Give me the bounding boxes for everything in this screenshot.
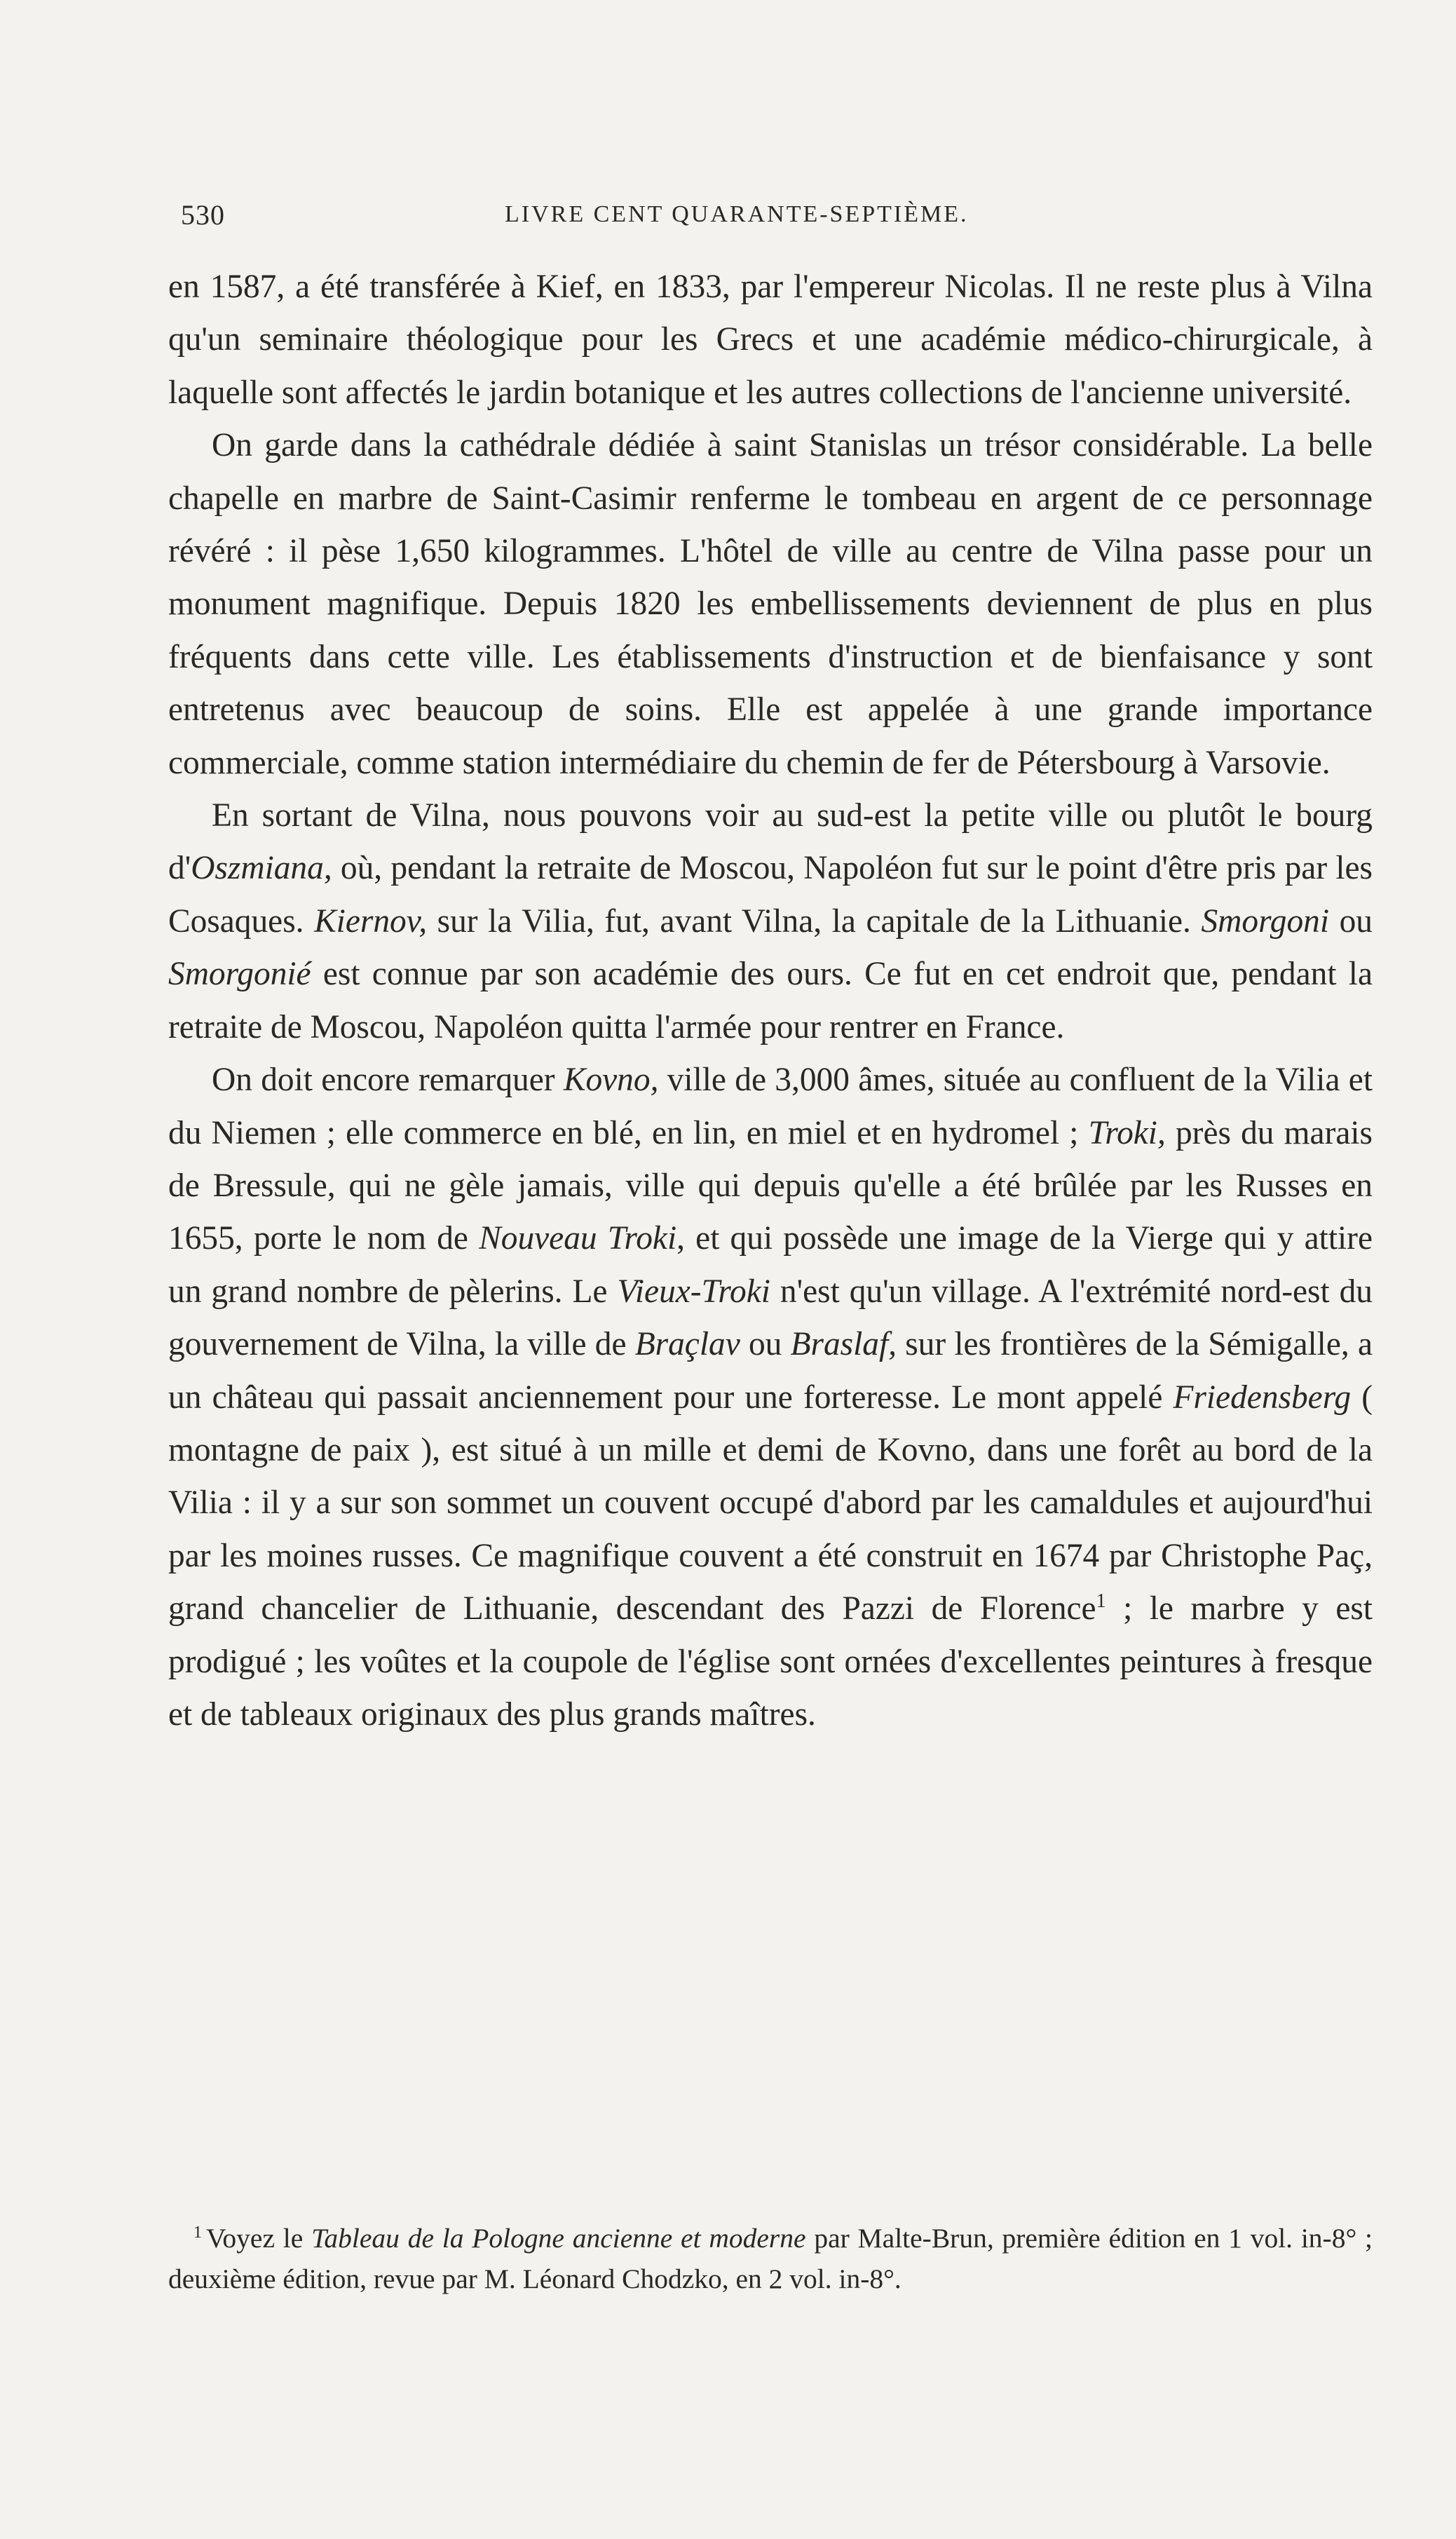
- text-run: près du marais de Bressule, qui ne gèle jamais, ville qui depuis qu'elle a été brûlée par les Russes en 1655, porte le nom de: [168, 1114, 1373, 1257]
- paragraph: [168, 1054, 1373, 1741]
- text-run: où, pendant la retraite de Moscou, Napoléon fut sur le point d'être pris par les Cosaques.: [168, 850, 1373, 940]
- italic-term: Vieux-Troki: [617, 1273, 770, 1310]
- text-run: sur les frontières de la Sémigalle, a un château qui passait anciennement pour une forteresse. Le mont appelé: [168, 1326, 1373, 1416]
- italic-term: Smorgoni: [1201, 902, 1330, 940]
- footnote-marker: 1: [193, 2223, 202, 2242]
- footnote: [168, 2218, 1373, 2299]
- text-run: Voyez le: [206, 2223, 312, 2254]
- italic-term: Kiernov,: [314, 902, 428, 940]
- italic-term: Oszmiana,: [191, 850, 332, 887]
- paragraph: [168, 419, 1373, 790]
- text-run: ; le marbre y est prodigué ; les voûtes et la coupole de l'église sont ornées d'excellentes peintures à fresque et de tableaux originaux des plus grands maîtres.: [168, 1590, 1373, 1733]
- text-run: , et qui possède une image de la Vierge qui y attire un grand nombre de pèlerins. Le: [168, 1220, 1373, 1310]
- text-run: ( montagne de paix ), est situé à un mille et demi de Kovno, dans une forêt au bord de la Vilia : il y a sur son sommet un couvent occupé d'abord par les camaldules et aujourd'hui par les moines russes. Ce magnifique couvent a été construit en 1674 par Christophe Paç, grand chancelier de Lithuanie, descendant des Pazzi de Florence: [168, 1379, 1373, 1627]
- italic-term: Smorgonié: [168, 956, 311, 993]
- text-run: ville de 3,000 âmes, située au confluent de la Vilia et du Niemen ; elle commerce en blé, en lin, en miel et en hydromel ;: [168, 1062, 1373, 1151]
- text-run: est connue par son académie des ours. Ce fut en cet endroit que, pendant la retraite de Moscou, Napoléon quitta l'armée pour rentrer en France.: [168, 956, 1373, 1045]
- footnote-text: [168, 2223, 1373, 2294]
- italic-term: Friedensberg: [1173, 1379, 1352, 1416]
- italic-term: Nouveau Troki: [479, 1220, 677, 1257]
- italic-term: Braçlav: [634, 1326, 740, 1363]
- page-header: [181, 198, 1373, 232]
- text-run: sur la Vilia, fut, avant Vilna, la capitale de la Lithuanie.: [427, 902, 1202, 940]
- footnote-reference: 1: [1096, 1590, 1106, 1613]
- text-run: n'est qu'un village. A l'extrémité nord-est du gouvernement de Vilna, la ville de: [168, 1273, 1373, 1363]
- text-run: par Malte-Brun, première édition en 1 vol. in-8° ; deuxième édition, revue par M. Léonard Chodzko, en 2 vol. in-8°.: [168, 2223, 1373, 2294]
- text-run: ou: [1329, 902, 1373, 940]
- body-text: [168, 261, 1373, 1741]
- running-title: LIVRE CENT QUARANTE-SEPTIÈME.: [505, 201, 969, 227]
- italic-term: Tableau de la Pologne ancienne et moderne: [311, 2223, 806, 2254]
- text-run: en 1587, a été transférée à Kief, en 1833, par l'empereur Nicolas. Il ne reste plus à Vilna qu'un seminaire théologique pour les Grecs et une académie médico-chirurgicale, à laquelle sont affectés le jardin botanique et les autres collections de l'ancienne université.: [168, 269, 1373, 411]
- text-run: ou: [740, 1326, 791, 1363]
- text-run: On doit encore remarquer: [212, 1062, 564, 1099]
- text-run: En sortant de Vilna, nous pouvons voir au sud-est la petite ville ou plutôt le bourg d': [168, 797, 1373, 887]
- page-number: 530: [181, 199, 225, 231]
- paragraph: [168, 261, 1373, 419]
- paragraph: [168, 790, 1373, 1054]
- italic-term: Braslaf,: [790, 1326, 897, 1363]
- text-run: On garde dans la cathédrale dédiée à saint Stanislas un trésor considérable. La belle chapelle en marbre de Saint-Casimir renferme le tombeau en argent de ce personnage révéré : il pèse 1,650 kilogrammes. L'hôtel de ville au centre de Vilna passe pour un monument magnifique. Depuis 1820 les embellissements deviennent de plus en plus fréquents dans cette ville. Les établissements d'instruction et de bienfaisance y sont entretenus avec beaucoup de soins. Elle est appelée à une grande importance commerciale, comme station intermédiaire du chemin de fer de Pétersbourg à Varsovie.: [168, 427, 1373, 781]
- italic-term: Kovno,: [563, 1062, 659, 1099]
- italic-term: Troki,: [1088, 1114, 1166, 1151]
